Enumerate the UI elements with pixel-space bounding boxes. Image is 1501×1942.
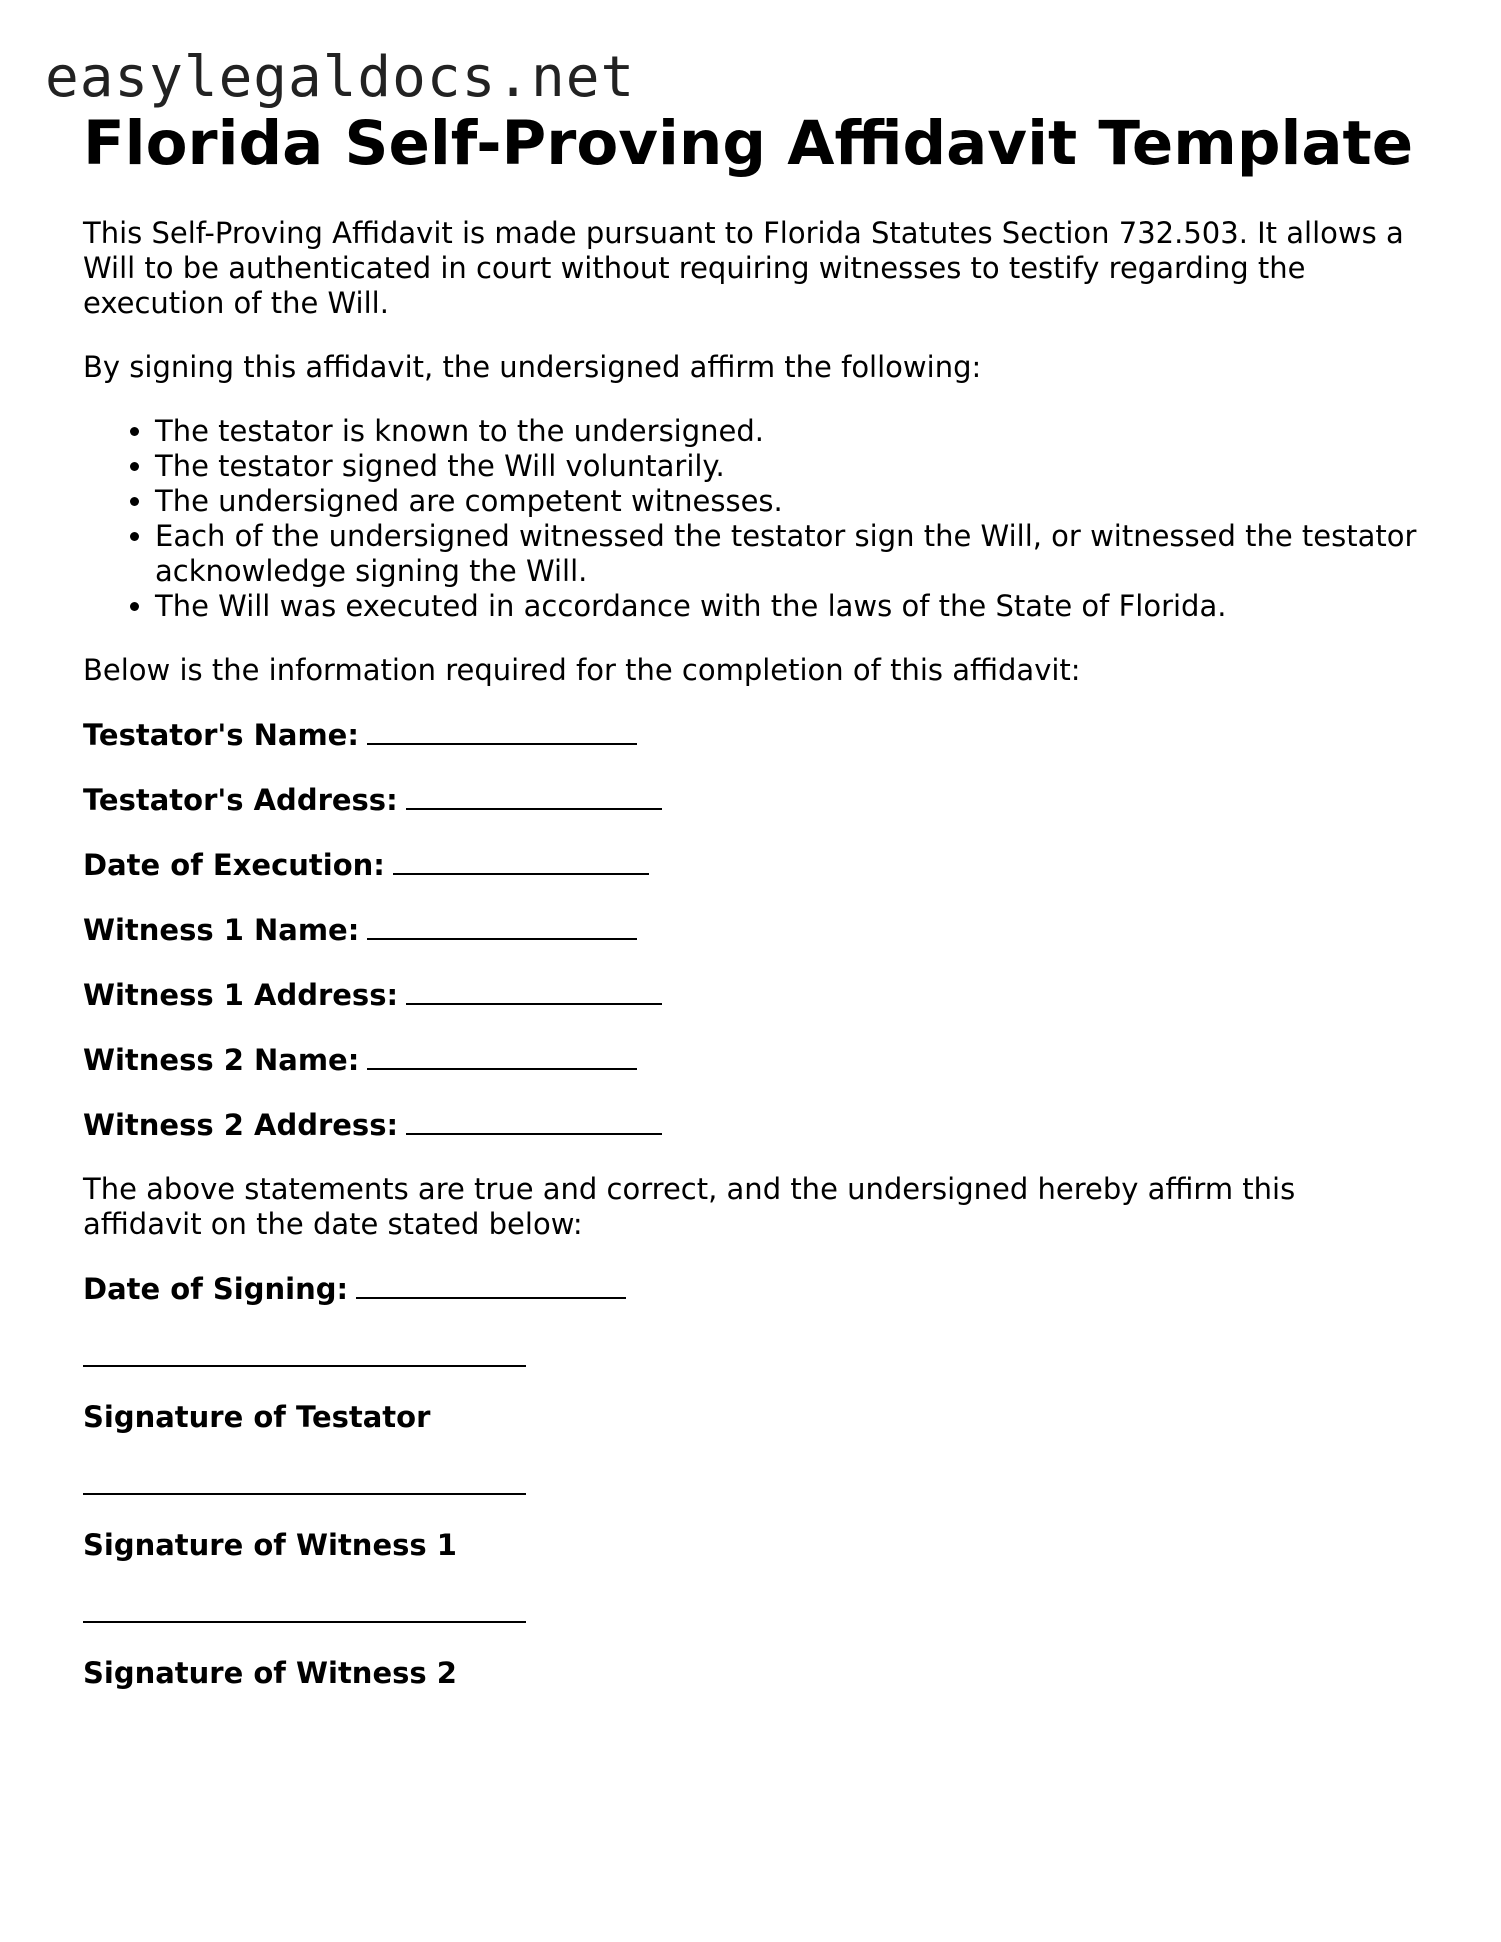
affirmation-lead: By signing this affidavit, the undersigned affirm the following:	[83, 350, 982, 384]
witness2-address-label: Witness 2 Address:	[83, 1108, 399, 1142]
witness1-name-blank[interactable]	[367, 912, 637, 940]
witness2-name-blank[interactable]	[367, 1042, 637, 1070]
required-info-paragraph: Below is the information required for the completion of this affidavit:	[83, 653, 1081, 687]
document-title: Florida Self-Proving Affidavit Template	[83, 108, 1414, 179]
affirmation-list	[83, 414, 1443, 624]
affidavit-document	[83, 108, 1443, 1691]
closing-paragraph: The above statements are true and correct, and the undersigned hereby affirm this affidavit on the date stated below:	[83, 1172, 1296, 1241]
witness1-name-label: Witness 1 Name:	[83, 913, 360, 947]
witness1-address-blank[interactable]	[406, 977, 662, 1005]
testator-name-label: Testator's Name:	[83, 718, 359, 752]
date-of-signing-label: Date of Signing:	[83, 1272, 349, 1306]
witness1-signature-line[interactable]	[83, 1460, 526, 1495]
testator-signature-label: Signature of Testator	[83, 1400, 431, 1434]
witness2-signature-line[interactable]	[83, 1588, 526, 1623]
list-item: • The Will was executed in accordance with the laws of the State of Florida.	[155, 589, 1443, 624]
intro-paragraph: This Self-Proving Affidavit is made pursuant to Florida Statutes Section 732.503. It allows a Will to be authenticated in court without requiring witnesses to testify regarding the execution of the Will.	[83, 216, 1404, 320]
witness1-name-field	[83, 912, 1443, 948]
date-of-signing-blank[interactable]	[356, 1271, 626, 1299]
witness2-signature-label: Signature of Witness 2	[83, 1656, 457, 1690]
witness2-address-blank[interactable]	[406, 1107, 662, 1135]
witness2-name-label: Witness 2 Name:	[83, 1043, 360, 1077]
list-item: • The testator is known to the undersigned.	[155, 414, 1443, 449]
testator-address-blank[interactable]	[406, 782, 662, 810]
testator-address-field	[83, 782, 1443, 818]
list-item: • The testator signed the Will voluntarily.	[155, 449, 1443, 484]
date-of-execution-blank[interactable]	[393, 847, 649, 875]
witness2-address-field	[83, 1107, 1443, 1143]
witness1-address-label: Witness 1 Address:	[83, 978, 399, 1012]
list-item: • The undersigned are competent witnesses.	[155, 484, 1443, 519]
testator-name-field	[83, 717, 1443, 753]
date-of-execution-field	[83, 847, 1443, 883]
testator-address-label: Testator's Address:	[83, 783, 398, 817]
date-of-signing-field	[83, 1271, 1443, 1307]
testator-name-blank[interactable]	[367, 717, 637, 745]
witness1-address-field	[83, 977, 1443, 1013]
witness1-signature-label: Signature of Witness 1	[83, 1528, 457, 1562]
watermark-site-name: easylegaldocs.net	[45, 45, 636, 110]
date-of-execution-label: Date of Execution:	[83, 848, 385, 882]
testator-signature-line[interactable]	[83, 1332, 526, 1367]
list-item: • Each of the undersigned witnessed the testator sign the Will, or witnessed the testator acknowledge signing the Will.	[155, 519, 1443, 589]
witness2-name-field	[83, 1042, 1443, 1078]
